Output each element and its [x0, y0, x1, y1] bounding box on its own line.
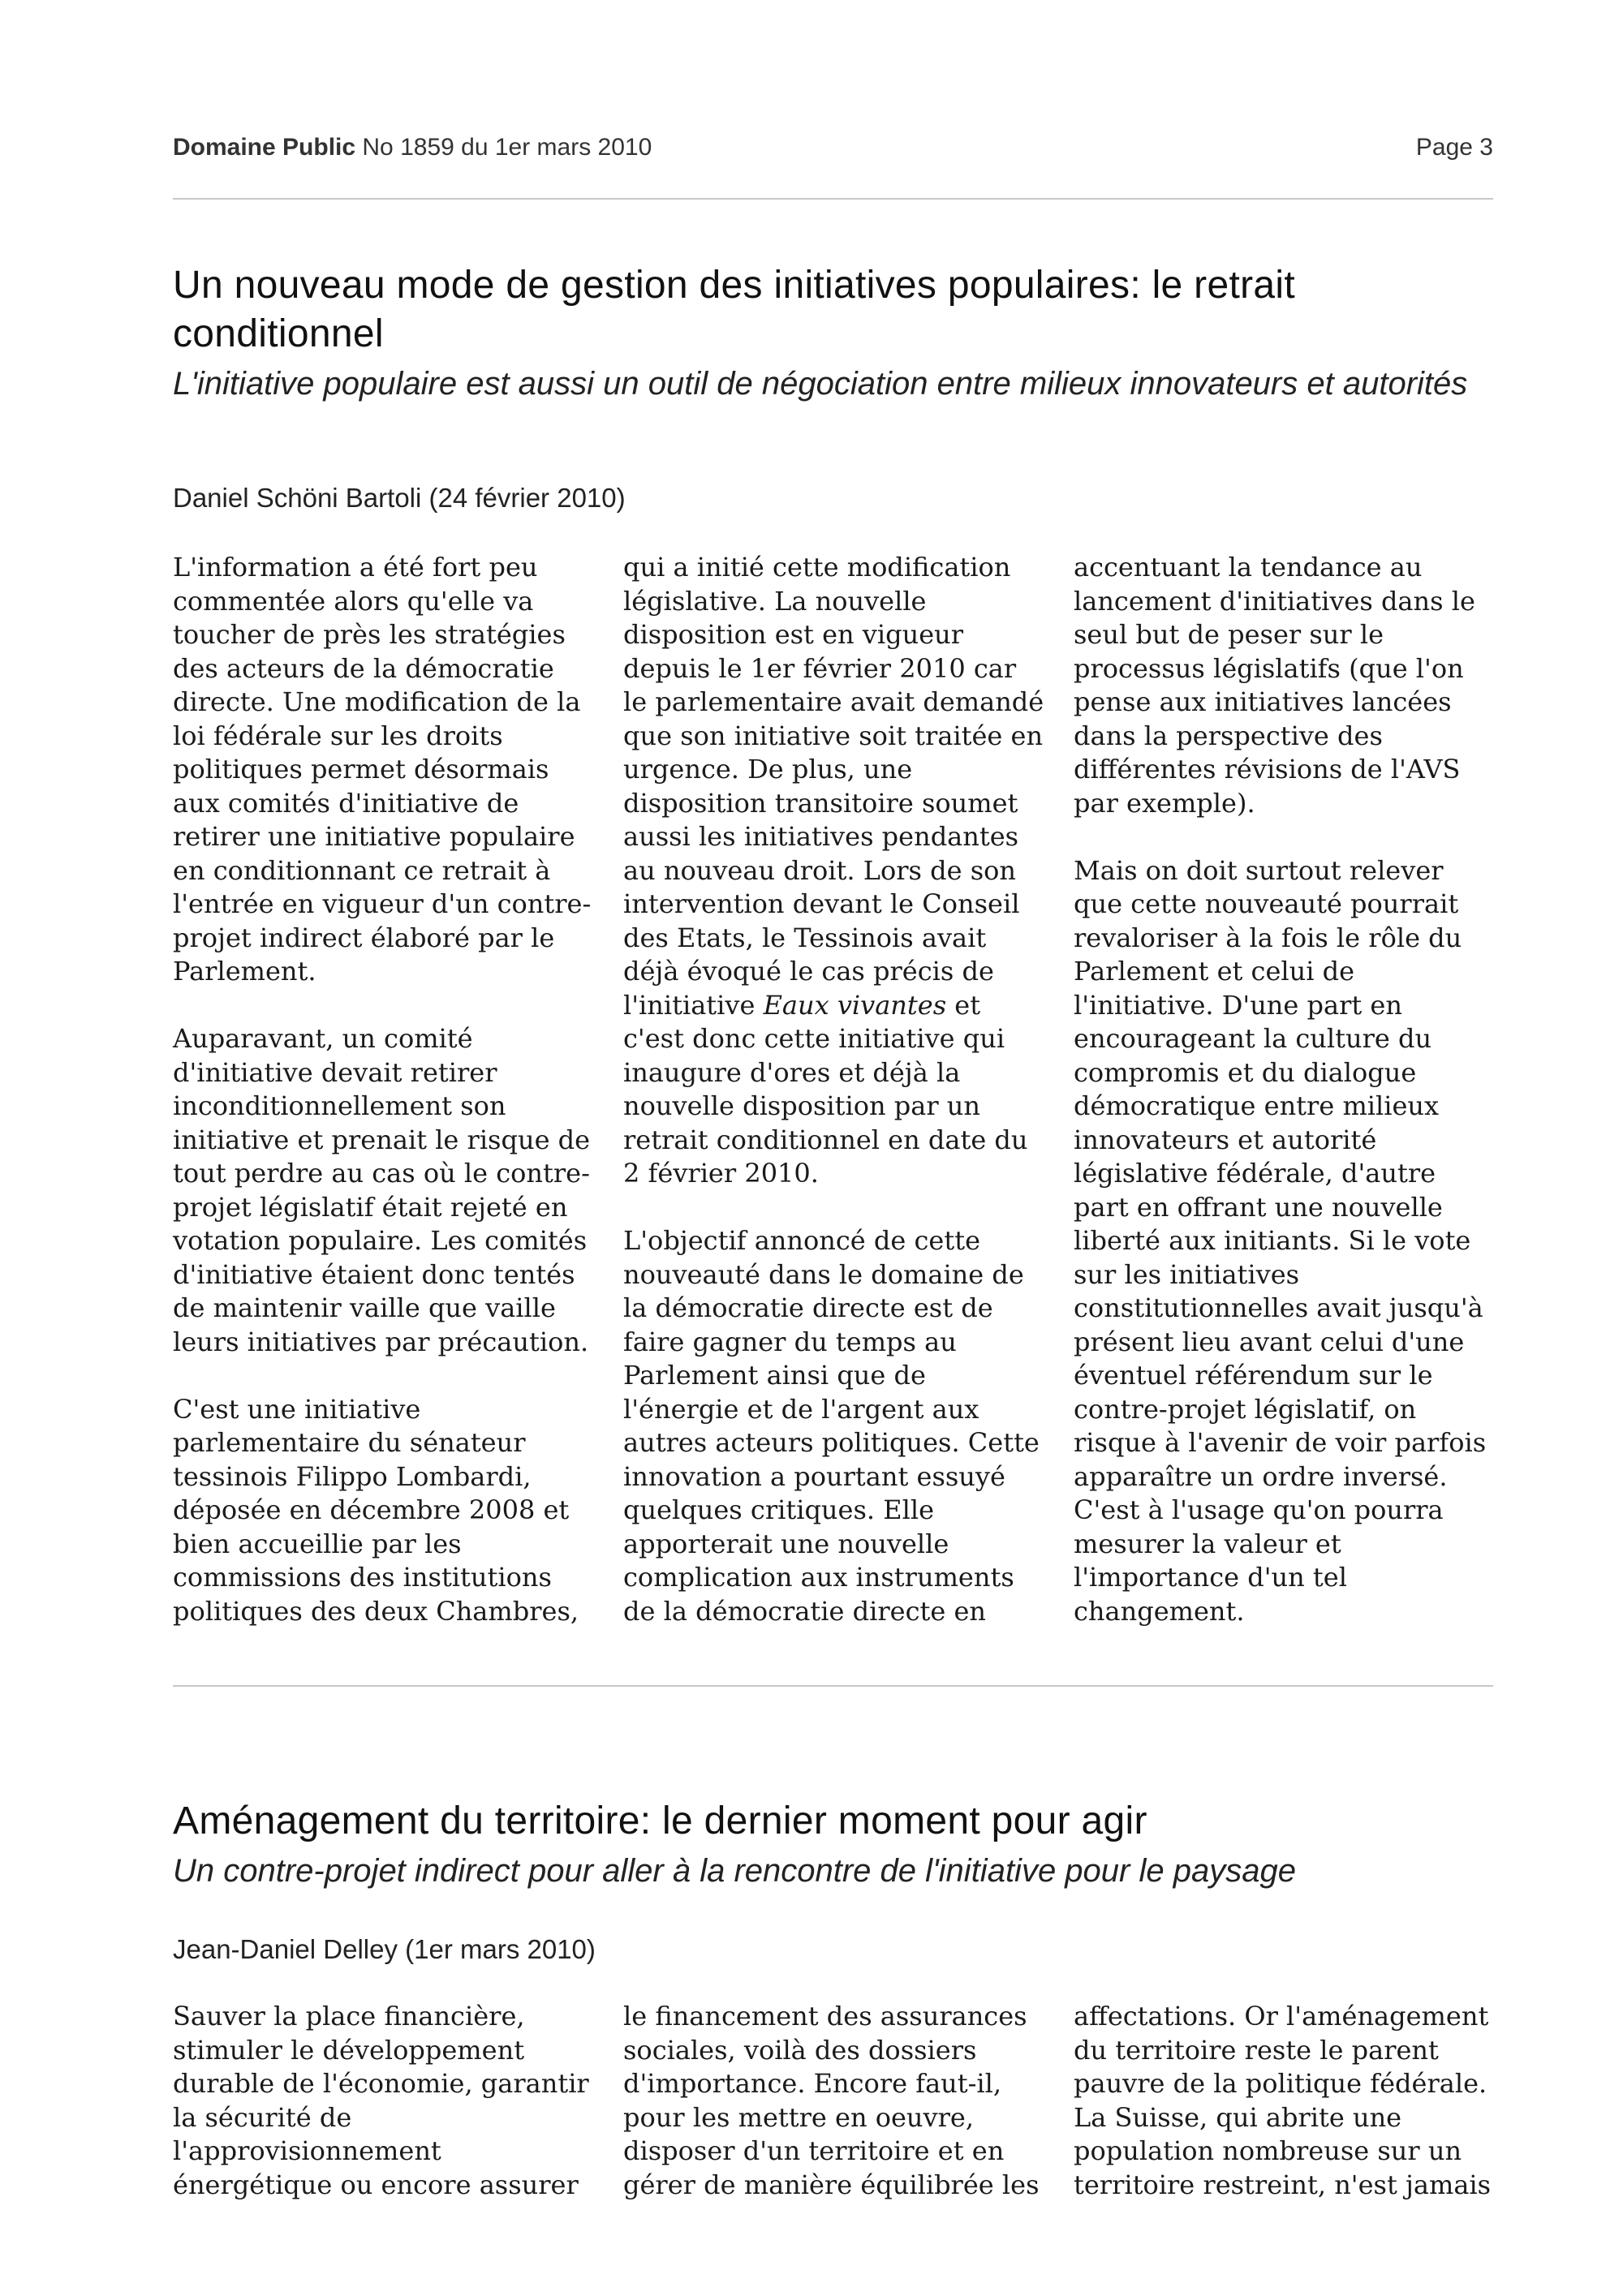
column-2 [623, 551, 1045, 1628]
article-byline: Jean-Daniel Delley (1er mars 2010) [173, 1934, 596, 1964]
article-subtitle: L'initiative populaire est aussi un outil de négociation entre milieux innovateurs et autorités [173, 366, 1468, 402]
paragraph: C'est une initiative parlementaire du sénateur tessinois Filippo Lombardi, déposée en décembre 2008 et bien accueillie par les commissions des institutions politiques des deux Chambres, [173, 1393, 579, 1627]
article-title: Un nouveau mode de gestion des initiatives populaires: le retrait conditionnel [173, 264, 1295, 355]
column-3 [1074, 551, 1496, 1628]
column-3 [1074, 2000, 1496, 2202]
article-retrait-conditionnel [173, 261, 1493, 1657]
publication-name: Domaine Public [173, 134, 356, 161]
initiative-name: Eaux vivantes [763, 989, 947, 1021]
issue-info: No 1859 du 1er mars 2010 [362, 134, 652, 161]
column-1 [173, 2000, 595, 2202]
article-body [173, 2000, 1493, 2202]
paragraph: L'objectif annoncé de cette nouveauté dans le domaine de la démocratie directe est de faire gagner du temps au Parlement ainsi que de l'énergie et de l'argent aux autres acteurs politiques. Cette innovation a pourtant essuyé quelques critiques. Elle apporterait une nouvelle complication aux instruments de la démocratie directe en [623, 1225, 1040, 1627]
header-divider [173, 198, 1493, 200]
article-byline: Daniel Schöni Bartoli (24 février 2010) [173, 483, 626, 513]
paragraph-text: qui a initié cette modification législative. La nouvelle disposition est en vigueur depuis le 1er février 2010 car le parlementaire avait demandé que son initiative soit traitée en urgence. De plus, une disposition transitoire soumet aussi les initiatives pendantes au nouveau droit. Lors de son intervention devant le Conseil des Etats, le Tessinois avait déjà évoqué le cas précis de l'initiative [623, 552, 1044, 1021]
paragraph: affectations. Or l'aménagement du territoire reste le parent pauvre de la politique fédérale. La Suisse, qui abrite une population nombreuse sur un territoire restreint, n'est jamais [1074, 2001, 1492, 2200]
paragraph: Sauver la place financière, stimuler le développement durable de l'économie, garantir la sécurité de l'approvisionnement énergétique ou encore assurer [173, 2001, 589, 2200]
paragraph: L'information a été fort peu commentée alors qu'elle va toucher de près les stratégies des acteurs de la démocratie directe. Une modification de la loi fédérale sur les droits politiques permet désormais aux comités d'initiative de retirer une initiative populaire en conditionnant ce retrait à l'entrée en vigueur d'un contre-projet indirect élaboré par le Parlement. [173, 552, 592, 987]
column-2 [623, 2000, 1045, 2202]
article-subtitle: Un contre-projet indirect pour aller à la rencontre de l'initiative pour le paysage [173, 1853, 1296, 1889]
article-body [173, 551, 1493, 1628]
paragraph: accentuant la tendance au lancement d'initiatives dans le seul but de peser sur le processus législatifs (que l'on pense aux initiatives lancées dans la perspective des différentes révisions de l'AVS par exemple). [1074, 552, 1475, 819]
article-title: Aménagement du territoire: le dernier moment pour agir [173, 1799, 1147, 1842]
page-number: Page 3 [1415, 134, 1493, 161]
paragraph: Auparavant, un comité d'initiative devait retirer inconditionnellement son initiative et prenait le risque de tout perdre au cas où le contre-projet législatif était rejeté en votation populaire. Les comités d'initiative étaient donc tentés de maintenir vaille que vaille leurs initiatives par précaution. [173, 1023, 591, 1357]
paragraph: Mais on doit surtout relever que cette nouveauté pourrait revaloriser à la fois le rôle du Parlement et celui de l'initiative. D'une part en encourageant la culture du compromis et du dialogue démocratique entre milieux innovateurs et autorité législative fédérale, d'autre part en offrant une nouvelle liberté aux initiants. Si le vote sur les initiatives constitutionnelles avait jusqu'à présent lieu avant celui d'une éventuel référendum sur le contre-projet législatif, on risque à l'avenir de voir parfois apparaître un ordre inversé. C'est à l'usage qu'on pourra mesurer la valeur et l'importance d'un tel changement. [1074, 854, 1487, 1627]
paragraph: le financement des assurances sociales, voilà des dossiers d'importance. Encore faut-il, pour les mettre en oeuvre, disposer d'un territoire et en gérer de manière équilibrée les [623, 2001, 1040, 2200]
running-header [173, 134, 1493, 166]
article-divider [173, 1685, 1493, 1687]
article-amenagement-territoire [173, 1797, 1493, 2284]
paragraph [623, 551, 1045, 1191]
column-1 [173, 551, 595, 1628]
paragraph-text: et c'est donc cette initiative qui inaugure d'ores et déjà la nouvelle disposition par un retrait conditionnel en date du 2 février 2010. [623, 989, 1028, 1189]
